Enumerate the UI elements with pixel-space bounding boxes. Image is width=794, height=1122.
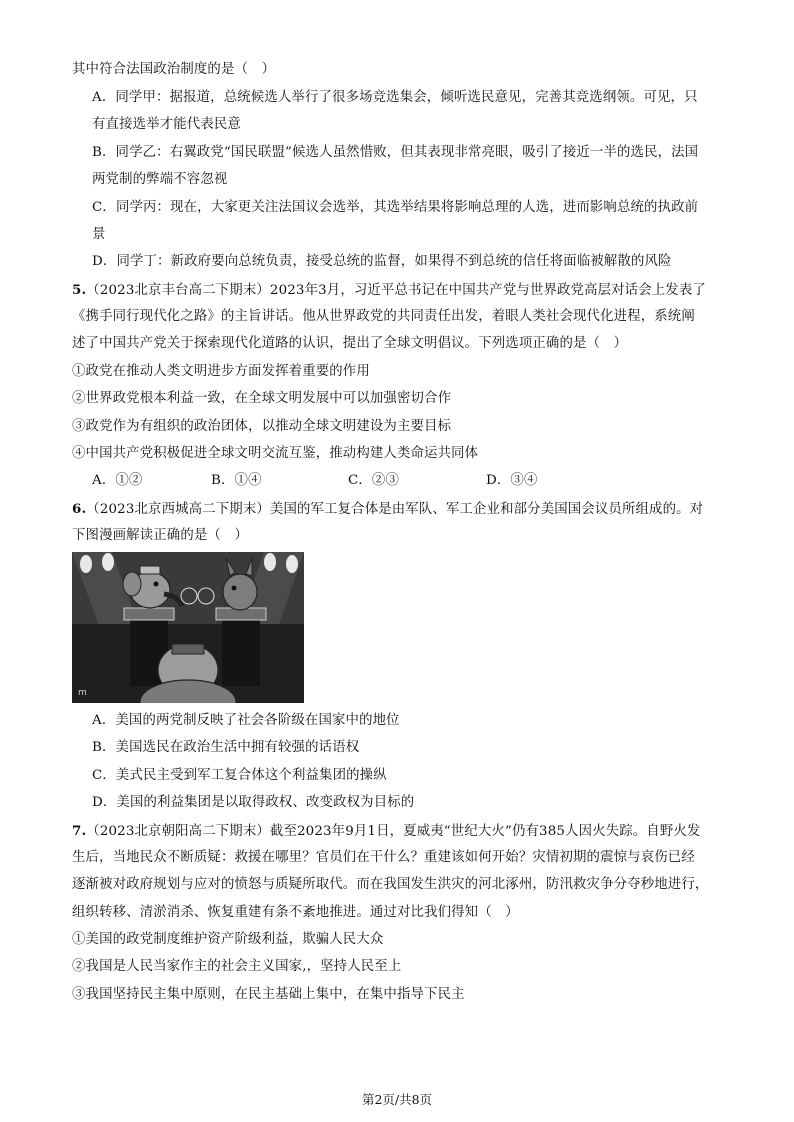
page-footer: 第2页/共8页 xyxy=(361,1092,433,1107)
q6-option-d: D．美国的利益集团是以取得政权、改变政权为目标的 xyxy=(92,795,415,810)
q6-option-a: A．美国的两党制反映了社会各阶级在国家中的地位 xyxy=(92,713,400,728)
q5-statement-3: ③政党作为有组织的政治团体，以推动全球文明建设为主要目标 xyxy=(72,419,452,434)
q5-stem-text: （2023北京丰台高二下期末）2023年3月，习近平总书记在中国共产党与世界政党高层对话会上发表了 xyxy=(86,283,706,298)
q7-stem-line-4: 组织转移、清淤消杀、恢复重建有条不紊地推进。通过对比我们得知（ ） xyxy=(72,905,519,920)
q4-option-c-cont: 景 xyxy=(92,227,106,242)
q7-stem-line-2: 生后，当地民众不断质疑：救援在哪里？官员们在干什么？重建该如何开始？灾情初期的震惊与哀伤已经 xyxy=(72,850,695,865)
q7-statement-3: ③我国坚持民主集中原则，在民主基础上集中，在集中指导下民主 xyxy=(72,987,465,1002)
q4-option-b-cont: 两党制的弊端不容忽视 xyxy=(92,172,228,187)
q7-statement-1: ①美国的政党制度维护资产阶级利益，欺骗人民大众 xyxy=(72,932,384,947)
option-text: 同学丁：新政府要向总统负责，接受总统的监督，如果得不到总统的信任将面临被解散的风险 xyxy=(116,254,672,269)
q5-choice-d: D．③④ xyxy=(486,473,538,488)
question-number: 5. xyxy=(72,282,87,298)
q5-choice-a: A．①② xyxy=(92,473,143,488)
q4-option-a xyxy=(92,89,698,107)
q4-option-b xyxy=(92,144,698,162)
q6-option-c: C．美式民主受到军工复合体这个利益集团的操纵 xyxy=(92,768,387,783)
cartoon-drawing xyxy=(72,552,304,703)
svg-text:m: m xyxy=(78,688,87,698)
q5-statement-1: ①政党在推动人类文明进步方面发挥着重要的作用 xyxy=(72,364,370,379)
option-label: B． xyxy=(92,145,116,160)
q7-stem-text: （2023北京朝阳高二下期末）截至2023年9月1日，夏威夷“世纪大火”仍有385人因火失踪。自野火发 xyxy=(86,824,701,839)
q5-choice-b: B．①④ xyxy=(211,473,262,488)
q4-option-c xyxy=(92,199,698,217)
q5-stem-line-2: 《携手同行现代化之路》的主旨讲话。他从世界政党的共同责任出发，着眼人类社会现代化进程，系统阐 xyxy=(72,309,695,324)
option-text: 同学甲：据报道，总统候选人举行了很多场竞选集会，倾听选民意见，完善其竞选纲领。可见，只 xyxy=(115,90,698,105)
q5-statement-4: ④中国共产党积极促进全球文明交流互鉴，推动构建人类命运共同体 xyxy=(72,446,479,461)
option-text: 同学丙：现在，大家更关注法国议会选举，其选举结果将影响总理的人选，进而影响总统的执政前 xyxy=(115,200,699,215)
q6-stem-line-2: 下图漫画解读正确的是（ ） xyxy=(72,528,249,543)
question-number: 7. xyxy=(72,823,87,839)
option-label: A． xyxy=(92,90,116,105)
q5-statement-2: ②世界政党根本利益一致，在全球文明发展中可以加强密切合作 xyxy=(72,391,452,406)
q6-stem-line-1 xyxy=(72,500,703,519)
question-number: 6. xyxy=(72,501,87,517)
q4-option-a-cont: 有直接选举才能代表民意 xyxy=(92,117,241,132)
cartoon-illustration xyxy=(72,552,304,703)
q5-choice-c: C．②③ xyxy=(348,473,400,488)
q7-stem-line-1 xyxy=(72,822,700,841)
option-label: D． xyxy=(92,254,117,269)
option-text: 同学乙：右翼政党“国民联盟”候选人虽然惜败，但其表现非常亮眼，吸引了接近一半的选民，法国 xyxy=(115,145,699,160)
q7-stem-line-3: 逐渐被对政府规划与应对的愤怒与质疑所取代。而在我国发生洪灾的河北涿州，防汛救灾争分夺秒地进行， xyxy=(72,877,709,892)
q6-option-b: B．美国选民在政治生活中拥有较强的话语权 xyxy=(92,740,360,755)
q4-option-d xyxy=(92,253,672,271)
q4-stem: 其中符合法国政治制度的是（ ） xyxy=(72,62,276,77)
q5-stem-line-1 xyxy=(72,281,706,300)
q7-statement-2: ②我国是人民当家作主的社会主义国家,，坚持人民至上 xyxy=(72,959,402,974)
option-label: C． xyxy=(92,200,116,215)
q5-stem-line-3: 述了中国共产党关于探索现代化道路的认识，提出了全球文明倡议。下列选项正确的是（ ） xyxy=(72,336,628,351)
q6-stem-text: （2023北京西城高二下期末）美国的军工复合体是由军队、军工企业和部分美国国会议员所组成的。对 xyxy=(86,502,704,517)
